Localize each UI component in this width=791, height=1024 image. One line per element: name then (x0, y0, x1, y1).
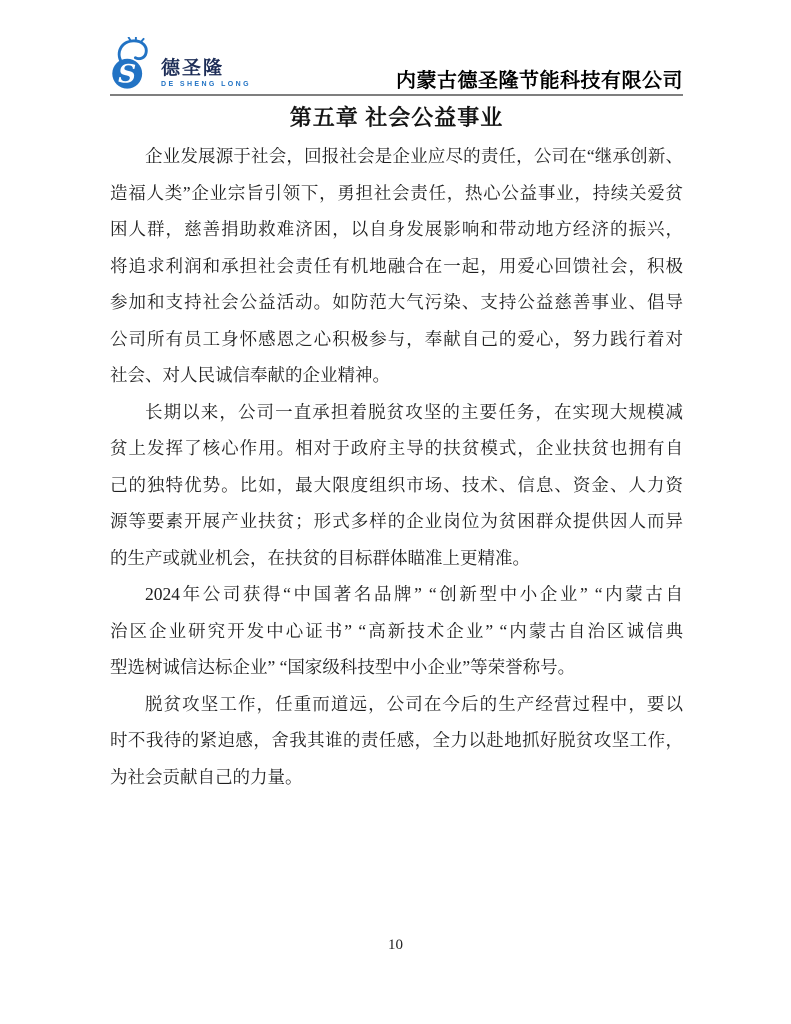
paragraph (110, 394, 683, 577)
body-text-line: 己的独特优势。比如，最大限度组织市场、技术、信息、资金、人力资 (110, 474, 683, 495)
page-footer (0, 936, 791, 954)
dragon-s-logo-icon (110, 37, 156, 91)
body-text-line: 社会、对人民诚信奉献的企业精神。 (110, 365, 390, 385)
page-header (110, 40, 683, 96)
paragraph (110, 686, 683, 796)
body-text-line: 型选树诚信达标企业” “国家级科技型中小企业”等荣誉称号。 (110, 657, 576, 677)
page-number: 10 (388, 937, 403, 953)
chapter-title: 第五章 社会公益事业 (289, 105, 504, 130)
body-text-line: 的生产或就业机会，在扶贫的目标群体瞄准上更精准。 (110, 547, 530, 568)
body-text-line: 造福人类”企业宗旨引领下，勇担社会责任，热心公益事业，持续关爱贫 (110, 182, 683, 203)
dragon-horns-stroke (129, 37, 144, 42)
document-body (110, 138, 683, 795)
body-text-line: 将追求利润和承担社会责任有机地融合在一起，用爱心回馈社会，积极 (110, 255, 683, 276)
paragraph (110, 576, 683, 686)
company-name: 内蒙古德圣隆节能科技有限公司 (396, 70, 683, 92)
logo-cn-name: 德圣隆 (161, 58, 225, 79)
company-logo (110, 37, 251, 91)
body-text-line: 企业发展源于社会，回报社会是企业应尽的责任，公司在“继承创新、 (145, 146, 683, 166)
body-text-line: 困人群，慈善捐助救难济困，以自身发展影响和带动地方经济的振兴， (110, 219, 683, 239)
paragraph (110, 138, 683, 394)
body-text-line: 治区企业研究开发中心证书” “高新技术企业” “内蒙古自治区诚信典 (110, 620, 683, 641)
body-text-line: 脱贫攻坚工作，任重而道远，公司在今后的生产经营过程中，要以 (145, 693, 683, 714)
body-text-line: 参加和支持社会公益活动。如防范大气污染、支持公益慈善事业、倡导 (110, 292, 683, 312)
body-text-line: 公司所有员工身怀感恩之心积极参与，奉献自己的爱心，努力践行着对 (110, 328, 683, 349)
body-text-line: 时不我待的紧迫感，舍我其谁的责任感，全力以赴地抓好脱贫攻坚工作， (110, 730, 683, 750)
logo-en-name: DE SHENG LONG (161, 81, 251, 88)
logo-text-block (161, 59, 251, 91)
body-text-line: 贫上发挥了核心作用。相对于政府主导的扶贫模式，企业扶贫也拥有自 (110, 438, 683, 458)
body-text-line: 为社会贡献自己的力量。 (110, 766, 303, 787)
logo-s-letter: S (118, 58, 137, 89)
body-text-line: 长期以来，公司一直承担着脱贫攻坚的主要任务，在实现大规模减 (145, 401, 683, 422)
body-text-line: 2024年公司获得“中国著名品牌” “创新型中小企业” “内蒙古自 (145, 584, 683, 604)
body-text-line: 源等要素开展产业扶贫；形式多样的企业岗位为贫困群众提供因人而异 (110, 511, 683, 531)
